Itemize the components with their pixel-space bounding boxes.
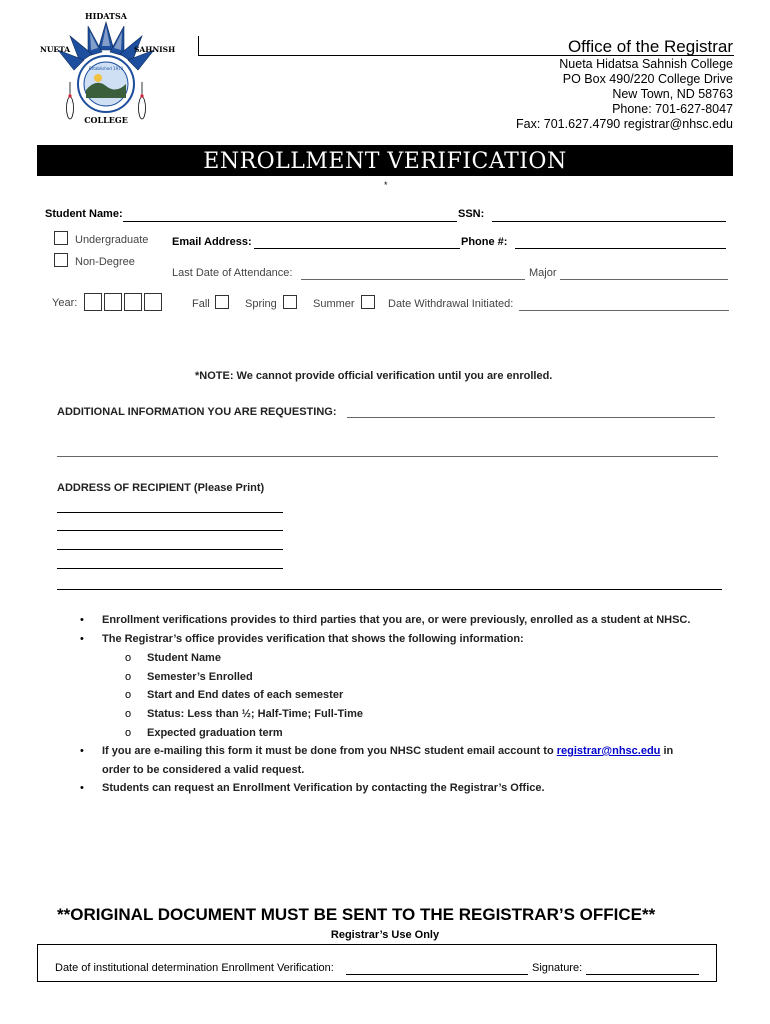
phone-field[interactable] xyxy=(515,248,726,249)
spring-label: Spring xyxy=(245,298,277,310)
bullet-dot: • xyxy=(80,745,84,757)
sub-bullet-semesters: Semester’s Enrolled xyxy=(147,671,253,683)
bullet-third-parties: Enrollment verifications provides to third parties that you are, or were previously, enrolled as a student at NHSC. xyxy=(102,614,691,626)
last-date-field[interactable] xyxy=(301,279,525,280)
last-date-label: Last Date of Attendance: xyxy=(172,267,293,279)
enrollment-note: *NOTE: We cannot provide official verification until you are enrolled. xyxy=(195,370,553,382)
recipient-address-line-3[interactable] xyxy=(57,549,283,550)
address-line-3: New Town, ND 58763 xyxy=(612,87,733,101)
sub-bullet-marker: o xyxy=(125,689,132,701)
section-divider xyxy=(57,589,722,590)
additional-info-line-2[interactable] xyxy=(57,456,718,457)
college-seal-icon xyxy=(36,10,176,128)
fall-label: Fall xyxy=(192,298,210,310)
original-document-notice: **ORIGINAL DOCUMENT MUST BE SENT TO THE REGISTRAR’S OFFICE** xyxy=(57,905,656,924)
logo-top-text: HIDATSA xyxy=(85,11,127,21)
bullet-email-request xyxy=(102,745,673,757)
sub-bullet-graduation: Expected graduation term xyxy=(147,727,283,739)
summer-label: Summer xyxy=(313,298,355,310)
registrar-use-only-heading: Registrar’s Use Only xyxy=(330,929,440,941)
sub-bullet-marker: o xyxy=(125,708,132,720)
sub-bullet-marker: o xyxy=(125,727,132,739)
bullet-email-request-cont: order to be considered a valid request. xyxy=(102,764,305,776)
determination-date-label: Date of institutional determination Enrollment Verification: xyxy=(55,962,334,974)
page-title: ENROLLMENT VERIFICATION xyxy=(37,145,733,176)
major-label: Major xyxy=(529,267,557,279)
bullet-dot: • xyxy=(80,782,84,794)
undergraduate-label: Undergraduate xyxy=(75,234,149,246)
registrar-use-box xyxy=(37,944,717,982)
asterisk-mark: * xyxy=(384,180,388,190)
phone-label: Phone #: xyxy=(461,236,508,248)
year-digit-3-box[interactable] xyxy=(124,293,142,311)
withdrawal-field[interactable] xyxy=(519,310,729,311)
additional-info-label: ADDITIONAL INFORMATION YOU ARE REQUESTING: xyxy=(57,406,337,418)
bullet-verification-info: The Registrar’s office provides verification that shows the following information: xyxy=(102,633,524,645)
email-request-text-end: in xyxy=(663,745,674,757)
student-name-label: Student Name: xyxy=(45,208,123,220)
logo-left-text: NUETA xyxy=(40,45,71,54)
sub-bullet-status: Status: Less than ½; Half-Time; Full-Time xyxy=(147,708,363,720)
fall-checkbox[interactable] xyxy=(215,295,229,309)
sub-bullet-student-name: Student Name xyxy=(147,652,221,664)
bullet-contact-office: Students can request an Enrollment Verification by contacting the Registrar’s Office. xyxy=(102,782,545,794)
email-field[interactable] xyxy=(254,248,460,249)
year-digit-4-box[interactable] xyxy=(144,293,162,311)
signature-field[interactable] xyxy=(586,974,699,975)
registrar-email-link[interactable]: registrar@nhsc.edu xyxy=(556,745,661,757)
recipient-address-line-2[interactable] xyxy=(57,530,283,531)
logo-bottom-text: COLLEGE xyxy=(84,115,128,125)
logo-right-text: SAHNISH xyxy=(134,45,176,54)
ssn-field[interactable] xyxy=(492,221,726,222)
email-label: Email Address: xyxy=(172,236,252,248)
withdrawal-label: Date Withdrawal Initiated: xyxy=(388,298,514,310)
address-line-1: Nueta Hidatsa Sahnish College xyxy=(559,57,733,71)
logo-ring-text: Established 1973 xyxy=(88,66,124,71)
office-title: Office of the Registrar xyxy=(567,37,733,56)
major-field[interactable] xyxy=(560,279,728,280)
spring-checkbox[interactable] xyxy=(283,295,297,309)
recipient-address-label: ADDRESS OF RECIPIENT (Please Print) xyxy=(57,482,265,494)
sub-bullet-dates: Start and End dates of each semester xyxy=(147,689,344,701)
year-digit-2-box[interactable] xyxy=(104,293,122,311)
signature-label: Signature: xyxy=(532,962,583,974)
non-degree-label: Non-Degree xyxy=(75,256,135,268)
recipient-address-line-4[interactable] xyxy=(57,568,283,569)
email-request-text: If you are e-mailing this form it must be done from you NHSC student email account to xyxy=(102,745,554,757)
college-logo xyxy=(36,10,176,128)
address-line-5: Fax: 701.627.4790 registrar@nhsc.edu xyxy=(516,117,733,131)
year-label: Year: xyxy=(52,297,78,309)
determination-date-field[interactable] xyxy=(346,974,528,975)
additional-info-field[interactable] xyxy=(347,417,715,418)
address-line-2: PO Box 490/220 College Drive xyxy=(562,72,733,86)
sub-bullet-marker: o xyxy=(125,652,132,664)
undergraduate-checkbox[interactable] xyxy=(54,231,68,245)
summer-checkbox[interactable] xyxy=(361,295,375,309)
bullet-dot: • xyxy=(80,633,84,645)
bullet-dot: • xyxy=(80,614,84,626)
sub-bullet-marker: o xyxy=(125,671,132,683)
address-line-4: Phone: 701-627-8047 xyxy=(612,102,733,116)
non-degree-checkbox[interactable] xyxy=(54,253,68,267)
recipient-address-line-1[interactable] xyxy=(57,512,283,513)
student-name-field[interactable] xyxy=(123,221,457,222)
year-digit-1-box[interactable] xyxy=(84,293,102,311)
ssn-label: SSN: xyxy=(458,208,485,220)
